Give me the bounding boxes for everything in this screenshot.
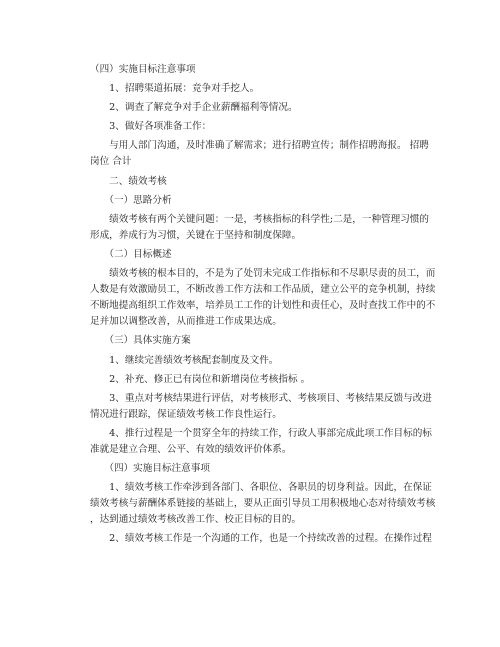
paragraph-key-issues (90, 212, 430, 244)
note-item-2 (90, 531, 430, 547)
item-1-recruiting-channels (90, 81, 430, 97)
text-line: 绩效考核与薪酬体系链接的基础上，要从正面引导员工用积极地心态对待绩效考核 (90, 498, 436, 510)
note-item-1 (90, 480, 436, 528)
heading-performance-appraisal (90, 174, 430, 190)
text-line: 绩效考核的根本目的，不是为了处罚未完成工作指标和不尽职尽责的员工，而 (90, 268, 436, 280)
heading-implementation-notes-2 (90, 461, 430, 477)
text-line: 4、推行过程是一个贯穿全年的持续工作，行政人事部完成此项工作目标的标 (90, 427, 432, 439)
text-line: 不断地提高组织工作效率，培养员工工作的计划性和责任心，及时查找工作中的不 (90, 300, 436, 312)
text-line: 二、绩效考核 (90, 175, 167, 187)
heading-thinking-analysis (90, 193, 430, 209)
item-3-preparation (90, 119, 430, 135)
text-line: 与用人部门沟通，及时准确了解需求；进行招聘宣传；制作招聘海报。 招聘 (90, 140, 429, 152)
text-line: 1、招聘渠道拓展：竞争对手挖人。 (90, 83, 260, 95)
document-body (90, 62, 436, 551)
text-line: （三）具体实施方案 (90, 335, 191, 347)
text-line: （四）实施目标注意事项 (90, 64, 196, 75)
plan-item-4 (90, 426, 430, 458)
text-line: 足并加以调整改善，从而推进工作成果达成。 (90, 316, 282, 328)
paragraph-fundamental-purpose (90, 266, 436, 330)
text-line: 情况进行跟踪，保证绩效考核工作良性运行。 (90, 408, 282, 420)
paragraph-communication (90, 138, 430, 170)
text-line: （四）实施目标注意事项 (90, 463, 210, 475)
text-line: 绩效考核有两个关键问题：一是，考核指标的科学性;二是，一种管理习惯的 (90, 213, 430, 225)
heading-goal-overview (90, 247, 430, 263)
text-line: 3、重点对考核结果进行评估，对考核形式、考核项目、考核结果反馈与改进 (90, 392, 432, 404)
plan-item-2 (90, 372, 430, 388)
text-line: 岗位 合计 (90, 156, 132, 168)
text-line: 1、绩效考核工作牵涉到各部门、各职位、各职员的切身利益。因此，在保证 (90, 482, 432, 494)
plan-item-1 (90, 353, 430, 369)
text-line: 1、继续完善绩效考核配套制度及文件。 (90, 354, 279, 366)
paragraph-spacer (90, 548, 430, 551)
heading-implementation-plan (90, 333, 430, 349)
item-2-salary-survey (90, 100, 430, 116)
text-line: 人数是有效激励员工，不断改善工作方法和工作品质，建立公平的竞争机制，持续 (90, 284, 436, 296)
text-line: 2、调查了解竞争对手企业薪酬福利等情况。 (90, 102, 298, 114)
plan-item-3 (90, 391, 430, 423)
text-line: 形成，养成行为习惯，关键在于坚持和制度保障。 (90, 229, 302, 241)
heading-implementation-notes (90, 62, 430, 78)
text-line: （二）目标概述 (90, 248, 172, 260)
text-line: ，达到通过绩效考核改善工作、校正目标的目的。 (90, 514, 302, 526)
text-line: 准就是建立合理、公平、有效的绩效评价体系。 (90, 443, 292, 455)
text-line: 2、补充、修正已有岗位和新增岗位考核指标 。 (90, 373, 311, 385)
text-line: 2、绩效考核工作是一个沟通的工作，也是一个持续改善的过程。在操作过程 (90, 533, 432, 545)
text-line: （一）思路分析 (90, 194, 172, 206)
text-line: 3、做好各项准备工作： (90, 121, 212, 133)
